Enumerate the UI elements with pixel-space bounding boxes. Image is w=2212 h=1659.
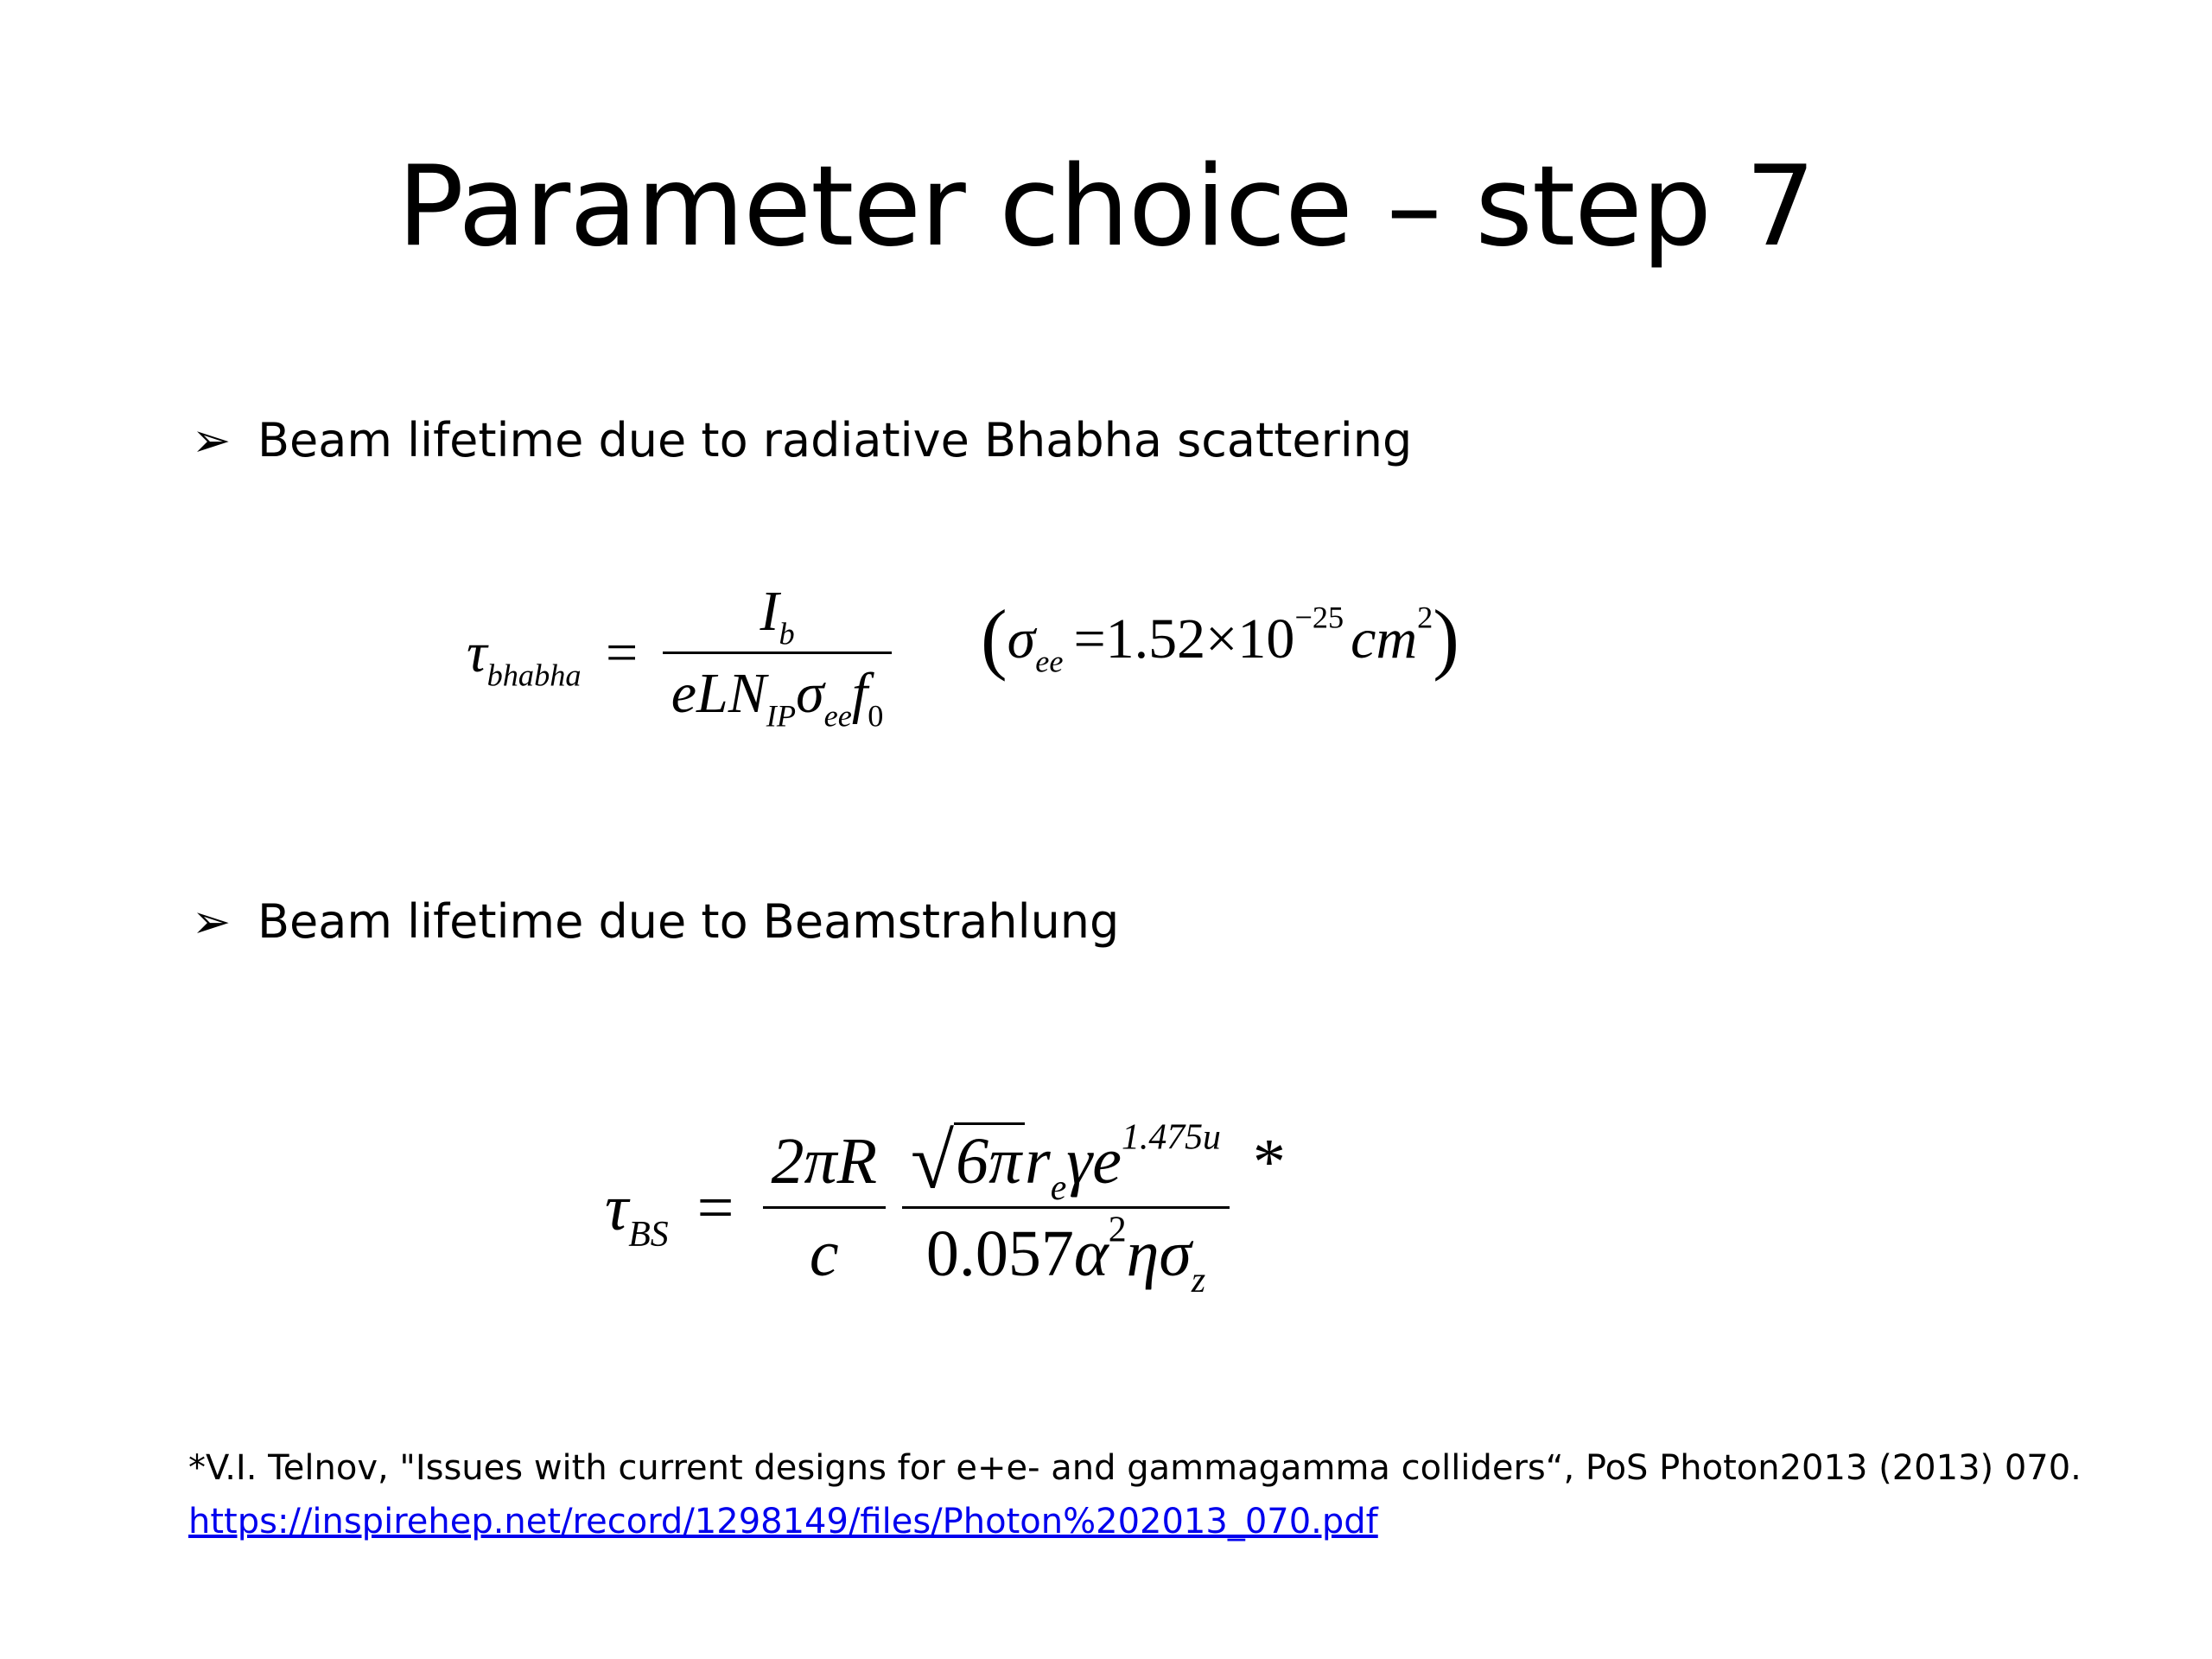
arrow-bullet-icon: ➢ (192, 894, 232, 949)
cross-section-value: =1.52×10 (1073, 607, 1295, 671)
constant: 0.057 (925, 1217, 1074, 1291)
tau-subscript: BS (628, 1214, 669, 1255)
eq1-fraction (663, 579, 893, 734)
unit-exponent: 2 (1417, 600, 1433, 635)
radical-sign: √ (911, 1117, 955, 1205)
frequency-subscript: 0 (868, 698, 884, 734)
reference-citation: *V.I. Telnov, "Issues with current designs for e+e- and gammagamma colliders“, PoS Photon2013 (2013) 070. (188, 1448, 2082, 1488)
tau-subscript: bhabha (486, 657, 582, 692)
alpha-symbol: α (1073, 1217, 1109, 1291)
equation-cross-section (981, 594, 1459, 682)
eq2-fraction-1 (763, 1123, 887, 1292)
bullet-beamstrahlung (192, 894, 1119, 950)
bullet-text: Beam lifetime due to radiative Bhabha scattering (257, 413, 1413, 467)
eq2-frac1-numerator: 2πR (771, 1125, 878, 1198)
reference-link[interactable]: https://inspirehep.net/record/1298149/files/Photon%202013_070.pdf (188, 1502, 1378, 1541)
tau-symbol: τ (605, 1171, 629, 1244)
current-symbol: I (760, 580, 779, 643)
exponent: 1.475u (1121, 1117, 1221, 1158)
eq2-frac2-numerator (902, 1117, 1230, 1208)
bullet-text: Beam lifetime due to Beamstrahlung (257, 894, 1120, 949)
open-paren: ( (981, 594, 1007, 682)
eta-sigma-symbols: ησ (1126, 1217, 1192, 1291)
tau-symbol: τ (467, 620, 487, 684)
equation-beamstrahlung-lifetime (605, 1117, 1286, 1301)
eq1-denominator (663, 652, 893, 734)
equals-sign: = (606, 620, 639, 684)
eq1-lhs (467, 620, 582, 692)
cross-section-unit: cm (1351, 607, 1418, 671)
sigma-symbol: σ (796, 662, 824, 725)
eq1-numerator (663, 579, 893, 652)
n-symbol: N (728, 662, 766, 725)
cross-section-sigma: σ (1007, 607, 1036, 671)
cross-section-exponent: −25 (1294, 600, 1344, 635)
footnote-star: * (1252, 1125, 1286, 1198)
equation-bhabha-lifetime (467, 579, 892, 734)
reference (188, 1441, 2082, 1548)
alpha-exponent: 2 (1108, 1210, 1127, 1250)
gamma-e-symbols: γe (1066, 1125, 1122, 1198)
radicand: 6π (954, 1122, 1025, 1198)
slide-title: Parameter choice – step 7 (397, 143, 1815, 271)
arrow-bullet-icon: ➢ (192, 413, 232, 467)
square-root (911, 1117, 1025, 1205)
n-subscript: IP (766, 698, 797, 734)
frequency-symbol: f (851, 662, 868, 725)
radius-subscript: e (1050, 1167, 1067, 1208)
luminosity-symbol: L (696, 662, 728, 725)
eq2-frac1-denominator: c (763, 1206, 887, 1292)
eq2-lhs (605, 1170, 669, 1255)
eq2-fraction-2 (902, 1117, 1230, 1301)
close-paren: ) (1433, 594, 1459, 682)
charge-symbol: e (671, 662, 697, 725)
equals-sign: = (696, 1171, 734, 1244)
bullet-bhabha (192, 413, 1412, 468)
cross-section-subscript: ee (1035, 644, 1064, 679)
eq2-frac2-denominator (902, 1206, 1230, 1301)
current-subscript: b (779, 616, 795, 652)
sigma-subscript: ee (823, 698, 852, 734)
sigma-subscript: z (1191, 1261, 1206, 1301)
radius-symbol: r (1025, 1125, 1051, 1198)
